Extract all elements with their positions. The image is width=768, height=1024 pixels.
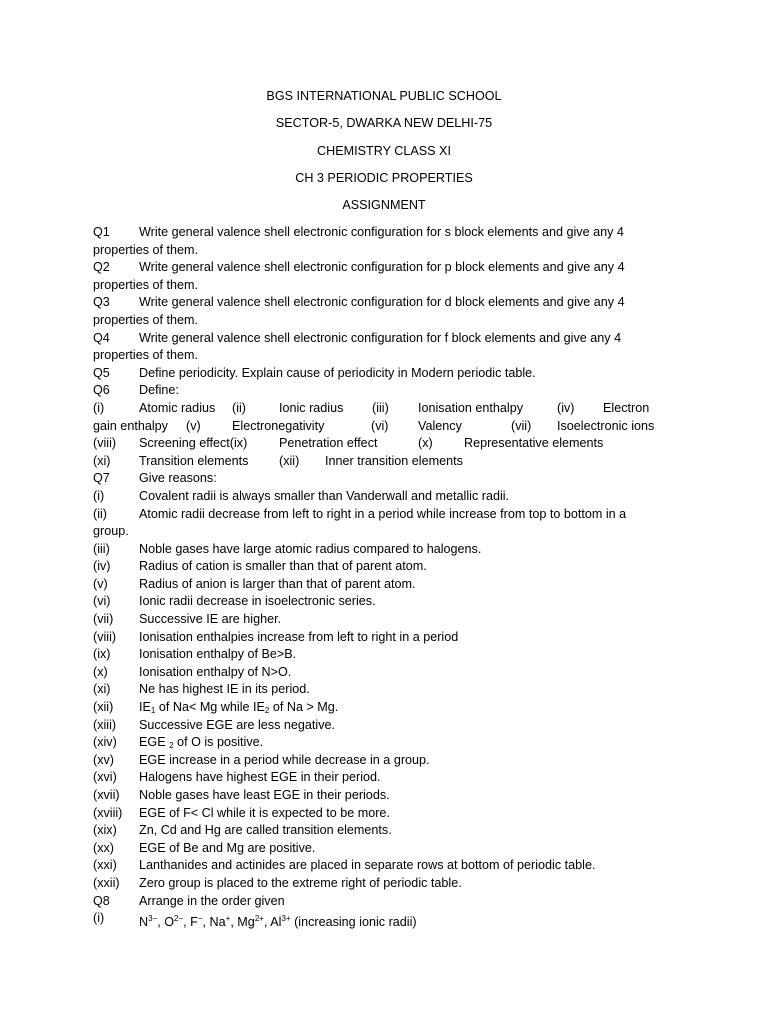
item-text: Noble gases have large atomic radius compared to halogens.	[139, 541, 482, 556]
item-text: $N^{3-}$, $O^{2-}$, F−, Na+, $Mg^{2+}$, $Al^{3+}$ (increasing ionic radii)	[139, 914, 417, 930]
item-text: EGE increase in a period while decrease in a group.	[139, 752, 430, 767]
item-number: (xvi)	[93, 770, 117, 785]
reason-item	[93, 664, 661, 682]
reason-item	[93, 611, 661, 629]
question-number: Q1	[93, 225, 110, 239]
item-text: EGE of F< Cl while it is expected to be more.	[139, 805, 390, 820]
define-row	[93, 453, 661, 471]
item-number: (xxii)	[93, 875, 120, 890]
question-number: Q2	[93, 260, 110, 275]
school-name: BGS INTERNATIONAL PUBLIC SCHOOL	[266, 89, 502, 103]
item-number: (vii)	[93, 612, 114, 627]
reason-item	[93, 840, 661, 858]
item-text: Ionisation enthalpies increase from left to right in a period	[139, 629, 459, 644]
reason-item	[93, 558, 661, 576]
reason-item	[93, 699, 661, 717]
term: Inner transition elements	[325, 453, 463, 468]
question-number: Q6	[93, 383, 110, 398]
item-text: EGE $_2$ of O is positive.	[139, 735, 264, 751]
item-number: (xviii)	[93, 805, 123, 820]
item-number: (x)	[93, 664, 108, 679]
item-number: (i)	[93, 400, 105, 415]
reason-item	[93, 875, 661, 893]
reason-item	[93, 769, 661, 787]
question-number: Q4	[93, 330, 110, 345]
reason-item	[93, 822, 661, 840]
item-number: (xvii)	[93, 788, 120, 802]
term: Transition elements	[139, 453, 249, 468]
question-text-continued: properties of them.	[93, 348, 198, 363]
item-number: (xii)	[93, 700, 114, 715]
question-text: Arrange in the order given	[139, 893, 285, 908]
question-number: Q8	[93, 893, 110, 908]
reason-item	[93, 506, 661, 524]
reason-item	[93, 646, 661, 664]
item-number: (i)	[93, 488, 105, 503]
item-number: (xiii)	[93, 717, 117, 732]
term: Isoelectronic ions	[557, 418, 655, 433]
reason-item	[93, 681, 661, 699]
question-text: Define:	[139, 383, 179, 398]
document-header	[0, 88, 768, 224]
item-text: Ne has highest IE in its period.	[139, 682, 310, 697]
class-title: CHEMISTRY CLASS XI	[317, 143, 451, 158]
item-number: (xi)	[93, 682, 111, 697]
question-number: Q3	[93, 295, 110, 310]
item-number: (ii)	[232, 400, 246, 415]
question-number: Q5	[93, 365, 110, 380]
item-number: (v)	[93, 576, 108, 591]
question-4	[93, 330, 661, 348]
term: Valency	[418, 418, 462, 433]
item-text: Radius of anion is larger than that of parent atom.	[139, 576, 416, 591]
term: Electron	[603, 400, 650, 415]
reason-item	[93, 593, 661, 611]
item-number: (viii)	[93, 629, 117, 644]
question-text: Write general valence shell electronic configuration for d block elements and give any 4	[139, 295, 625, 310]
question-text-continued: properties of them.	[93, 312, 198, 327]
assignment-title: ASSIGNMENT	[342, 198, 426, 213]
item-number: (iii)	[93, 541, 110, 556]
question-text-continued: properties of them.	[93, 242, 198, 257]
item-number: (xiv)	[93, 735, 117, 750]
item-number: (i)	[93, 911, 105, 926]
item-number: (xii)	[279, 453, 300, 468]
reason-item	[93, 787, 661, 805]
reason-item	[93, 805, 661, 823]
item-text: Successive EGE are less negative.	[139, 717, 335, 732]
questions	[93, 224, 661, 928]
item-number: (x)	[418, 436, 433, 451]
arrange-item	[93, 910, 661, 928]
item-number: (v)	[186, 418, 201, 433]
item-number: (vii)	[511, 418, 532, 433]
reason-item	[93, 629, 661, 647]
reason-item	[93, 576, 661, 594]
item-number: (iv)	[557, 400, 575, 415]
item-text: Covalent radii is always smaller than Vanderwall and metallic radii.	[139, 488, 510, 503]
reason-item	[93, 541, 661, 559]
item-text: $IE_1$ of Na< Mg while $IE_2$ of Na > Mg.	[139, 700, 339, 716]
item-text: Successive IE are higher.	[139, 612, 282, 627]
school-address: SECTOR-5, DWARKA NEW DELHI-75	[275, 116, 493, 131]
reason-item	[93, 857, 661, 875]
item-text: Noble gases have least EGE in their periods.	[139, 788, 390, 802]
item-text: Zn, Cd and Hg are called transition elements.	[139, 823, 392, 838]
question-text: Write general valence shell electronic configuration for s block elements and give any 4	[139, 225, 624, 239]
item-number: (ii)	[93, 506, 107, 521]
reason-item	[93, 734, 661, 752]
reason-item	[93, 752, 661, 770]
item-number: (iv)	[93, 559, 111, 574]
question-2	[93, 259, 661, 277]
term: Ionisation enthalpy	[418, 400, 524, 415]
item-number: (xix)	[93, 823, 117, 838]
item-text: Radius of cation is smaller than that of parent atom.	[139, 559, 427, 574]
item-number: (vi)	[371, 418, 389, 433]
item-text: Atomic radii decrease from left to right in a period while increase from top to bottom in a	[139, 506, 627, 521]
question-text: Write general valence shell electronic configuration for f block elements and give any 4	[139, 330, 622, 345]
question-5	[93, 365, 661, 383]
term: gain enthalpy	[93, 418, 168, 433]
question-text-continued: properties of them.	[93, 277, 198, 292]
item-text: EGE of Be and Mg are positive.	[139, 840, 316, 855]
question-3	[93, 294, 661, 312]
question-8	[93, 893, 661, 911]
item-number: (xv)	[93, 752, 114, 767]
question-6	[93, 382, 661, 400]
item-text: Ionic radii decrease in isoelectronic series.	[139, 594, 376, 609]
question-text: Give reasons:	[139, 471, 217, 486]
reason-item	[93, 523, 661, 541]
item-number: (iii)	[372, 400, 389, 415]
reasons-list	[93, 752, 661, 893]
term: Representative elements	[464, 436, 604, 451]
reason-item	[93, 717, 661, 735]
item-number: (viii)	[93, 436, 117, 451]
item-text: Zero group is placed to the extreme right of periodic table.	[139, 875, 462, 890]
item-number: (vi)	[93, 594, 111, 609]
item-text: Lanthanides and actinides are placed in separate rows at bottom of periodic table.	[139, 858, 596, 873]
question-7	[93, 470, 661, 488]
term: Atomic radius	[139, 400, 216, 415]
item-number: (ix)	[93, 647, 111, 662]
item-text: Ionisation enthalpy of Be>B.	[139, 647, 297, 662]
item-number: (xxi)	[93, 858, 117, 873]
reasons-list	[93, 488, 661, 699]
item-text: group.	[93, 524, 129, 539]
term: Penetration effect	[279, 436, 378, 451]
question-number: Q7	[93, 471, 110, 486]
chapter-title: CH 3 PERIODIC PROPERTIES	[295, 170, 473, 185]
item-text: Ionisation enthalpy of N>O.	[139, 664, 292, 679]
reason-item	[93, 488, 661, 506]
define-row	[93, 418, 661, 436]
item-number: (xx)	[93, 840, 114, 855]
term: Electronegativity	[232, 418, 325, 433]
term: Ionic radius	[279, 400, 344, 415]
question-text: Write general valence shell electronic configuration for p block elements and give any 4	[139, 260, 625, 275]
define-row	[93, 400, 661, 418]
item-text: Halogens have highest EGE in their period.	[139, 770, 381, 785]
term: Screening effect(ix)	[139, 436, 248, 451]
item-number: (xi)	[93, 453, 111, 468]
question-1	[93, 224, 661, 242]
question-text: Define periodicity. Explain cause of periodicity in Modern periodic table.	[139, 365, 536, 380]
define-row	[93, 435, 661, 453]
